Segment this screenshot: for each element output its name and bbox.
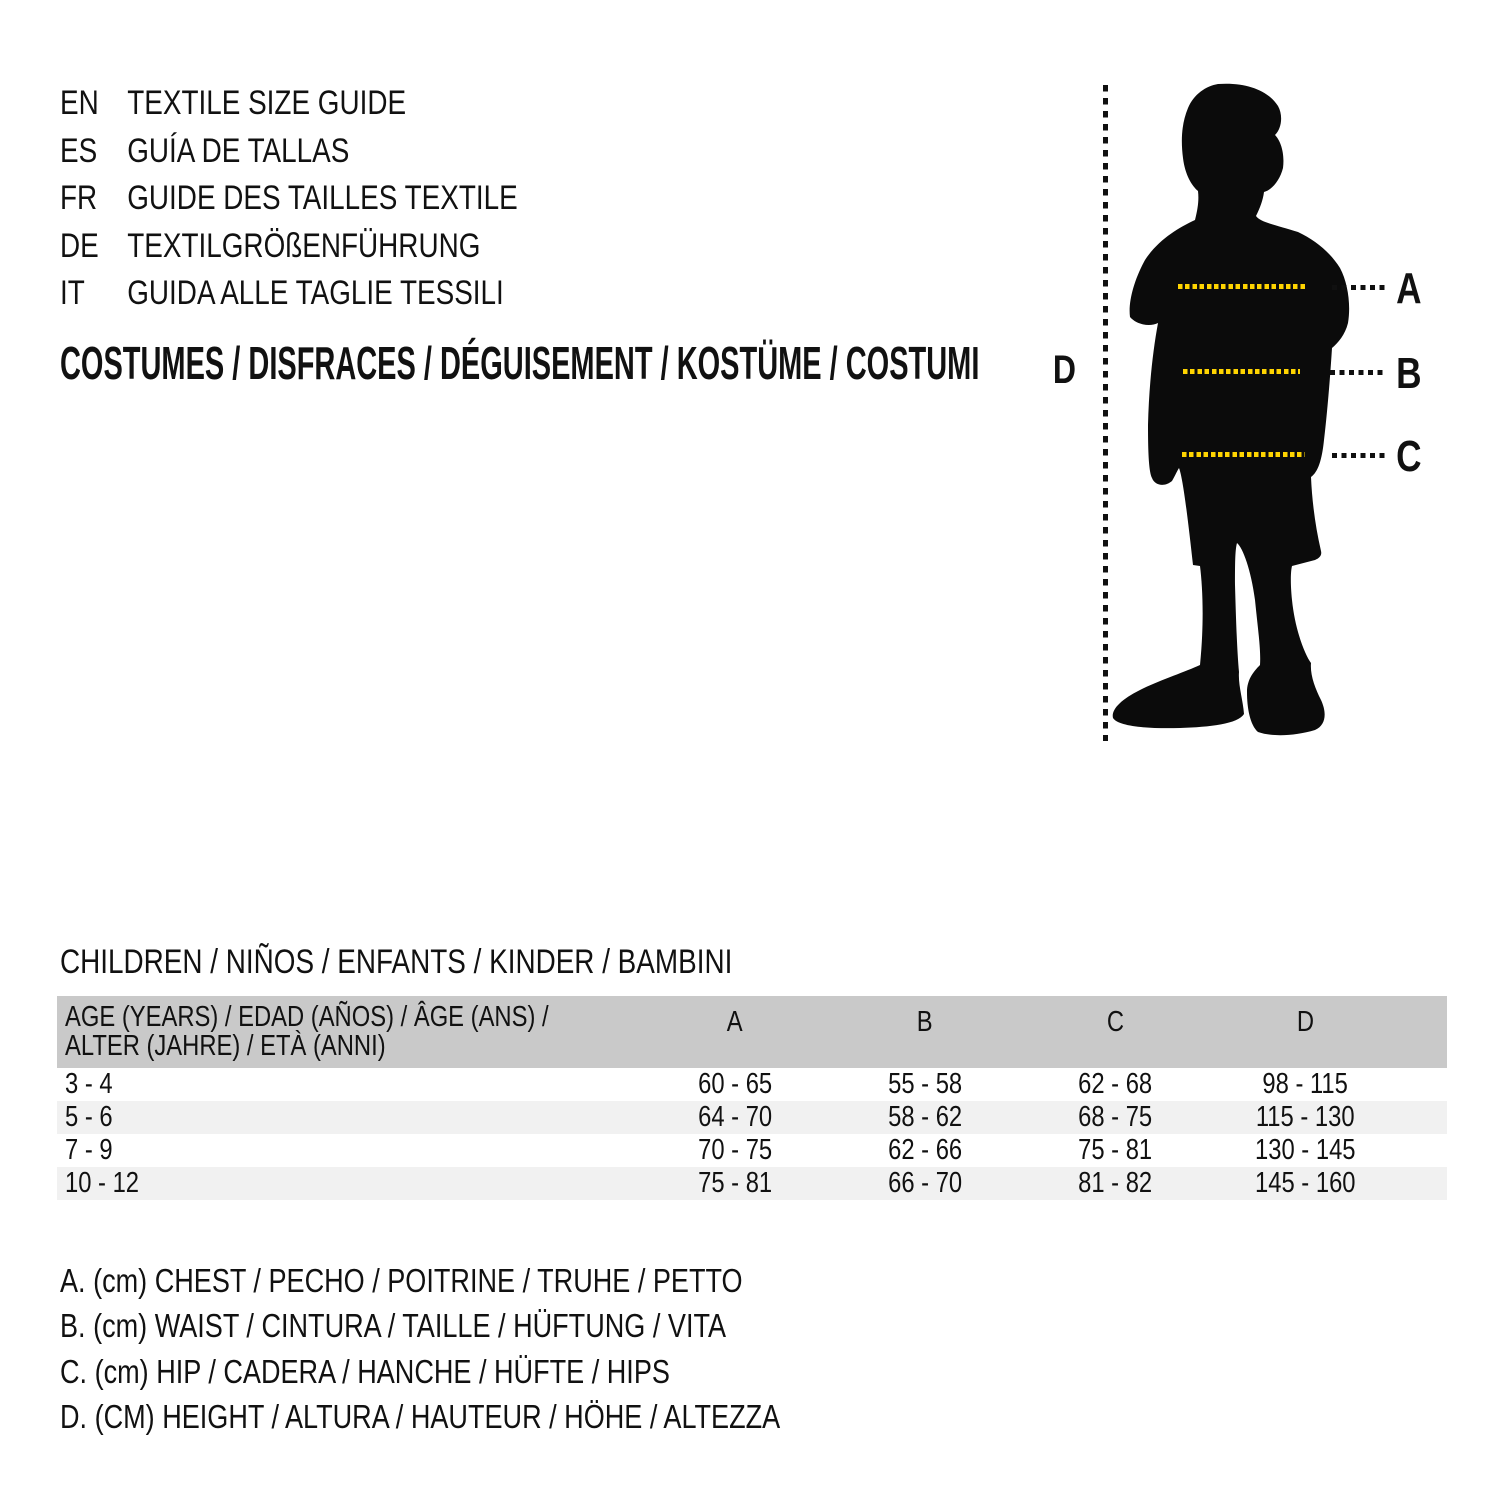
height-value-cell: 145 - 160 [1254,1167,1356,1199]
age-cell: 10 - 12 [65,1167,140,1199]
language-code: DE [60,226,99,265]
chest-value-cell: 64 - 70 [697,1101,773,1133]
table-header-row [57,996,1447,1068]
legend-hip: C. (cm) HIP / CADERA / HANCHE / HÜFTE / HIPS [60,1352,670,1390]
column-header-d: D [1296,1006,1314,1038]
height-measure-label: D [1052,348,1077,392]
legend-waist: B. (cm) WAIST / CINTURA / TAILLE / HÜFTUNG / VITA [60,1307,727,1345]
height-value-cell: 115 - 130 [1255,1101,1355,1133]
table-row [57,1068,1447,1101]
language-row [60,270,618,318]
legend-height: D. (CM) HEIGHT / ALTURA / HAUTEUR / HÖHE / ALTEZZA [60,1397,781,1435]
hip-value-cell: 62 - 68 [1077,1068,1153,1100]
hip-dashed-line [1182,452,1305,457]
waist-measure-label: B [1396,349,1422,398]
waist-connector-line [1330,370,1385,375]
legend-chest: A. (cm) CHEST / PECHO / POITRINE / TRUHE / PETTO [60,1262,743,1299]
section-title: CHILDREN / NIÑOS / ENFANTS / KINDER / BAMBINI [60,943,733,981]
hip-value-cell: 81 - 82 [1077,1167,1153,1199]
height-value-cell: 98 - 115 [1262,1068,1348,1100]
age-cell: 3 - 4 [65,1068,113,1100]
language-row [60,128,618,176]
language-guide-title: GUIDE DES TAILLES TEXTILE [127,179,518,217]
measurement-figure [1020,60,1480,760]
language-guide-title: GUÍA DE TALLAS [127,131,350,170]
chest-value-cell: 75 - 81 [697,1167,773,1199]
chest-dashed-line [1178,284,1305,289]
hip-connector-line [1332,453,1387,458]
age-cell: 7 - 9 [65,1134,113,1166]
category-title: COSTUMES / DISFRACES / DÉGUISEMENT / KOSTÜME / COSTUMI [60,337,980,389]
table-row [57,1134,1447,1167]
language-row [60,175,618,223]
chest-connector-line [1332,285,1387,290]
age-header-cell [57,996,640,1068]
language-code: FR [60,179,98,217]
age-header-line1: AGE (YEARS) / EDAD (AÑOS) / ÂGE (ANS) / [65,1001,549,1033]
waist-value-cell: 58 - 62 [887,1101,963,1133]
hip-value-cell: 75 - 81 [1077,1134,1153,1166]
hip-value-cell: 68 - 75 [1077,1101,1153,1133]
height-value-cell: 130 - 145 [1254,1134,1356,1166]
language-code: IT [60,274,85,312]
table-row [57,1101,1447,1134]
language-code: ES [60,131,98,170]
language-row [60,223,618,271]
chest-measure-label: A [1396,264,1422,313]
language-code: EN [60,84,99,122]
waist-dashed-line [1183,369,1300,374]
waist-value-cell: 62 - 66 [887,1134,963,1166]
column-header-a: A [727,1006,743,1038]
waist-value-cell: 66 - 70 [887,1167,963,1199]
child-silhouette-icon [1110,80,1360,745]
age-cell: 5 - 6 [65,1101,113,1133]
language-guide-title: TEXTILE SIZE GUIDE [127,84,407,122]
age-header-line2: ALTER (JAHRE) / ETÀ (ANNI) [65,1030,386,1062]
language-title-list [60,80,618,318]
waist-value-cell: 55 - 58 [887,1068,963,1100]
height-dashed-line [1103,85,1108,741]
size-table [57,996,1447,1200]
column-header-b: B [917,1006,933,1038]
table-row [57,1167,1447,1200]
chest-value-cell: 70 - 75 [697,1134,773,1166]
measurement-legend [60,1258,938,1439]
hip-measure-label: C [1396,432,1422,481]
language-guide-title: GUIDA ALLE TAGLIE TESSILI [127,274,504,312]
language-row [60,80,618,128]
column-header-c: C [1106,1006,1124,1038]
chest-value-cell: 60 - 65 [697,1068,773,1100]
language-guide-title: TEXTILGRÖßENFÜHRUNG [127,226,481,265]
